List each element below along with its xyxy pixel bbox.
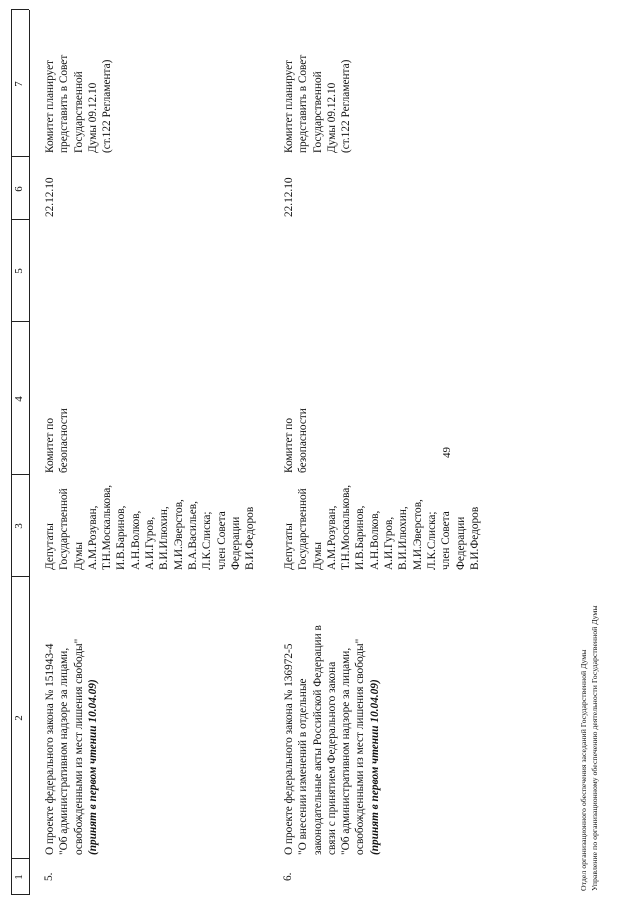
reading-note: (принят в первом чтении 10.04.09): [87, 679, 99, 855]
responsible-committee: Комитет по безопасности: [283, 408, 310, 473]
page-number: 49: [441, 447, 453, 458]
responsible-committee: Комитет по безопасности: [44, 408, 71, 473]
remark-text: Комитет планирует представить в Совет Государственной Думы 09.12.10 (ст.122 Регламента): [283, 54, 353, 153]
bill-title: О проекте федерального закона № 151943-4 "Об административном надзоре за лицами, освобожденными из мест лишения свободы": [44, 638, 85, 855]
date-value: 22.12.10: [44, 177, 56, 217]
column-header-6: 6: [13, 186, 25, 192]
row-number: 5.: [43, 872, 55, 881]
column-header-4: 4: [13, 396, 25, 402]
header-divider: [11, 321, 29, 322]
table-top-border: [11, 10, 12, 895]
footer-department: Отдел организационного обеспечения заседаний Государственной Думы: [579, 649, 588, 891]
reading-note: (принят в первом чтении 10.04.09): [369, 679, 381, 855]
bill-title: О проекте федерального закона № 136972-5 "О внесении изменений в отдельные законодательные акты Российской Федерации в связи с принятием Федерального закона "Об административном надзоре за лицами, освобожденными из мест лишения свободы": [283, 625, 367, 855]
column-header-5: 5: [13, 268, 25, 274]
column-header-2: 2: [13, 715, 25, 721]
header-bottom-border: [29, 10, 30, 895]
header-divider: [11, 576, 29, 577]
column-header-1: 1: [13, 874, 25, 880]
row-number: 6.: [282, 872, 294, 881]
column-header-3: 3: [13, 523, 25, 529]
header-divider: [11, 156, 29, 157]
header-divider: [11, 9, 29, 10]
footer-directorate: Управление по организационному обеспечению деятельности Государственной Думы: [590, 605, 599, 891]
column-header-7: 7: [13, 81, 25, 87]
date-value: 22.12.10: [283, 177, 295, 217]
header-divider: [11, 474, 29, 475]
header-divider: [11, 894, 29, 895]
header-divider: [11, 219, 29, 220]
bill-authors: Депутаты Государственной Думы А.М.Розуван, Т.Н.Москалькова, И.В.Баринов, А.Н.Волков, А.И.Гуров, В.И.Илюхин, М.И.Эверстов, Л.К.Слиска; член Совета Федерации В.И.Федоров: [283, 484, 481, 570]
remark-text: Комитет планирует представить в Совет Государственной Думы 09.12.10 (ст.122 Регламента): [44, 54, 114, 153]
bill-authors: Депутаты Государственной Думы А.М.Розуван, Т.Н.Москалькова, И.В.Баринов, А.Н.Волков, А.И.Гуров, В.И.Илюхин, М.И.Эверстов, В.А.Васильев, Л.К.Слиска; член Совета Федерации В.И.Федоров: [44, 484, 257, 570]
header-divider: [11, 858, 29, 859]
